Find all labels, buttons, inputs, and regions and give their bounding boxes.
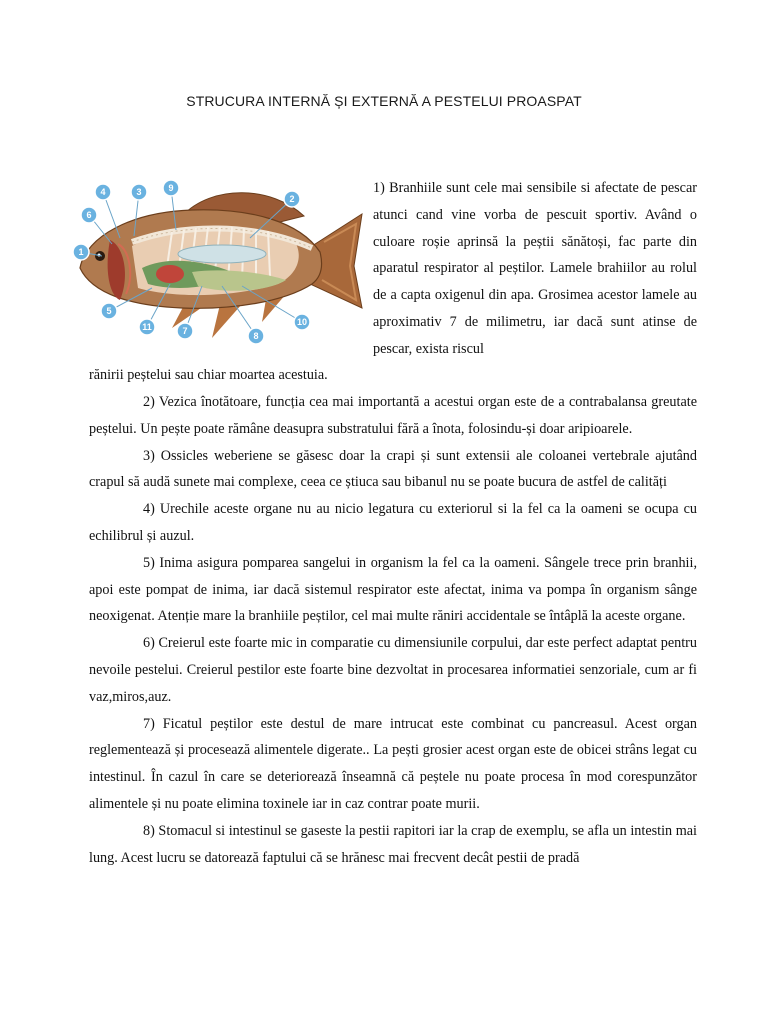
marker-4: 4 [100,187,106,197]
marker-9: 9 [168,183,174,193]
marker-1: 1 [78,247,84,257]
paragraph-1: 1) Branhiile sunt cele mai sensibile si afectate de pescar atunci cand vine vorba de pescuit sportiv. Având o culoare roșie aprinsă la peștii sănătoși, fac parte din aparatul respirator al peștilor. Lamele brahiilor au rolul de a capta oxigenul din apa. Grosimea acestor lamele au aproximativ 7 de milimetru, iar dacă sunt atinse de pescar, exista riscul [373,180,697,357]
marker-5: 5 [106,306,112,316]
marker-7: 7 [182,326,188,336]
paragraph-1-continuation: rănirii peștelui sau chiar moartea acestuia. [89,367,328,383]
marker-8: 8 [253,331,259,341]
marker-6: 6 [86,210,92,220]
fish-anatomy-illustration [72,176,364,354]
paragraph-2: 2) Vezica înotătoare, funcția cea mai importantă a acestui organ este de a contrabalansa greutate peștelui. Un pește poate rămâne deasupra substratului fără a înota, folosindu-și doar aripioarele. [89,394,697,437]
paragraph-5: 5) Inima asigura pomparea sangelui in organism la fel ca la oameni. Sângele trece prin branhii, apoi este pompat de inima, iar dacă sistemul respirator este afectat, inima va pompa în organism sânge neoxigenat. Atenție mare la branhiile peștilor, cel mai multe răniri accidentale se întâplă la aceste organe. [89,554,697,625]
marker-3: 3 [136,187,142,197]
paragraph-3: 3) Ossicles weberiene se găsesc doar la crapi și sunt extensii ale coloanei vertebrale ajutând crapul să audă sunete mai complexe, ceea ce știuca sau bibanul nu se poate bucura de astfel de calități [89,447,697,491]
paragraph-7: 7) Ficatul peștilor este destul de mare intrucat este combinat cu pancreasul. Acest organ reglementează și procesează alimentele digerate.. La pești grosier acest organ este de obicei strâns legat cu intestinul. În cazul în care se deteriorează înseamnă că peștele nu poate procesa în mod corespunzător alimentele și nu poate elimina toxinele iar in caz contrar poate murii. [89,715,697,812]
marker-10: 10 [296,317,308,327]
paragraph-8: 8) Stomacul si intestinul se gaseste la pestii rapitori iar la crap de exemplu, se afla un intestin mai lung. Acest lucru se datorează faptului că se hrănesc mai frecvent decât pestii de pradă [89,822,697,866]
page-title: STRUCURA INTERNĂ ȘI EXTERNĂ A PESTELUI PROASPAT [186,93,582,109]
marker-11: 11 [142,322,152,332]
paragraph-6: 6) Creierul este foarte mic in comparatie cu dimensiunile corpului, dar este perfect adaptat pentru nevoile pestelui. Creierul pestilor este foarte bine dezvoltat in procesarea informatiei senzoriale, cum ar fi vaz,miros,auz. [89,635,697,705]
marker-2: 2 [289,194,295,204]
body-text [89,389,697,871]
paragraph-4: 4) Urechile aceste organe nu au nicio legatura cu exteriorul si la fel ca la oameni se ocupa cu echilibrul și auzul. [89,501,697,544]
